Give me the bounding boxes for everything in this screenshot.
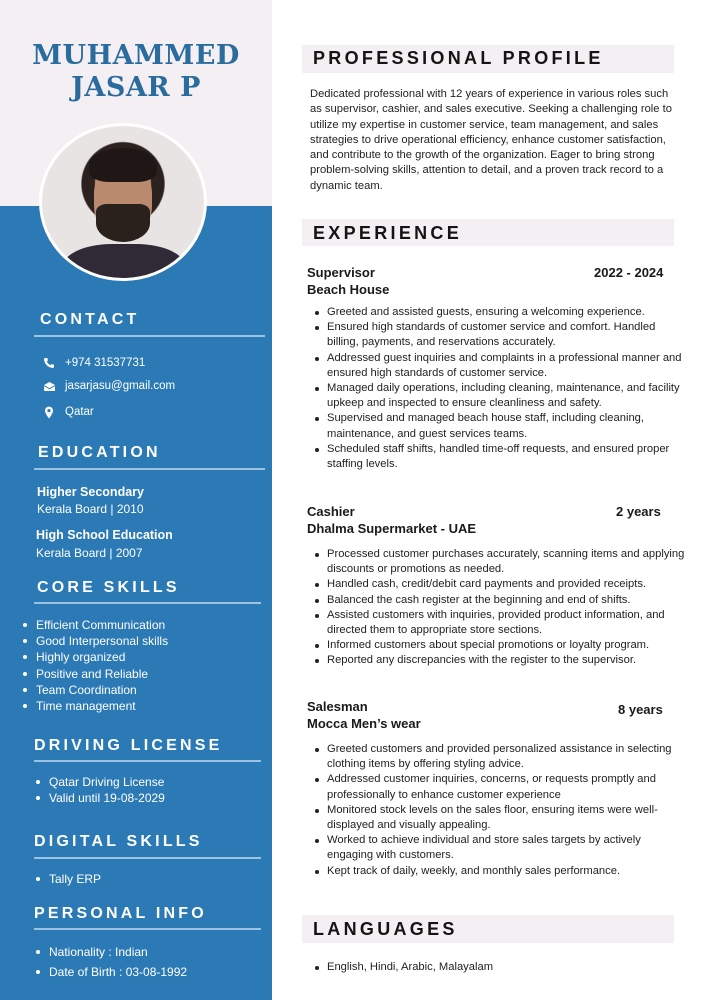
phone-icon	[40, 356, 58, 370]
list-item: Addressed guest inquiries and complaints in a professional manner and ensured high standards of customer service.	[313, 351, 685, 381]
contact-location	[40, 405, 94, 419]
list-item: Positive and Reliable	[22, 666, 168, 682]
email-icon	[40, 379, 58, 393]
list-item: Reported any discrepancies with the register to the supervisor.	[313, 653, 685, 668]
list-item: Worked to achieve individual and store sales targets by actively engaging with customers.	[313, 833, 685, 863]
list-item: Addressed customer inquiries, concerns, or requests promptly and professionally to enhance customer experience	[313, 772, 685, 802]
digital-list	[35, 871, 101, 887]
contact-heading: CONTACT	[40, 311, 140, 328]
list-item: Efficient Communication	[22, 617, 168, 633]
list-item: Handled cash, credit/debit card payments and provided receipts.	[313, 577, 685, 592]
job-period-3: 8 years	[618, 702, 663, 717]
list-item: Balanced the cash register at the beginning and end of shifts.	[313, 593, 685, 608]
skills-divider	[34, 602, 261, 604]
education-heading: EDUCATION	[38, 444, 161, 461]
list-item: Nationality : Indian	[35, 944, 187, 964]
list-item: Time management	[22, 698, 168, 714]
job-role-2: Cashier	[307, 504, 355, 519]
profile-summary: Dedicated professional with 12 years of experience in various roles such as supervisor, cashier, and sales executive. Seeking a challenging role to utilize my expertise in customer service, team management, and sales strategies to drive operational efficiency, enhance customer satisfaction, and contribute to the growth of the organization. Eager to bring strong problem-solving skills, attention to detail, and a proven track record to a dynamic team.	[310, 88, 672, 192]
list-item: Valid until 19-08-2029	[35, 790, 165, 806]
skills-list	[22, 617, 168, 714]
education-detail-1: Kerala Board | 2010	[37, 502, 144, 516]
list-item: Good Interpersonal skills	[22, 633, 168, 649]
list-item: Date of Birth : 03-08-1992	[35, 964, 187, 980]
list-item: Scheduled staff shifts, handled time-off requests, and ensured proper staffing levels.	[313, 442, 685, 472]
email-address: jasarjasu@gmail.com	[65, 380, 176, 392]
list-item: Assisted customers with inquiries, provided product information, and directed them to appropriate store sections.	[313, 608, 685, 638]
job-duties-3	[313, 742, 685, 879]
list-item: Team Coordination	[22, 682, 168, 698]
job-role-3: Salesman	[307, 699, 368, 714]
languages-heading: LANGUAGES	[313, 919, 458, 939]
digital-heading: DIGITAL SKILLS	[34, 833, 203, 850]
education-degree-1: Higher Secondary	[37, 485, 144, 499]
list-item: Qatar Driving License	[35, 774, 165, 790]
name-line-1: MUHAMMED	[32, 40, 240, 71]
license-heading: DRIVING LICENSE	[34, 737, 223, 754]
profile-heading: PROFESSIONAL PROFILE	[313, 48, 604, 68]
location-text: Qatar	[65, 406, 94, 418]
job-company-1: Beach House	[307, 282, 390, 297]
experience-heading: EXPERIENCE	[313, 223, 463, 243]
languages-list	[313, 960, 685, 975]
name-line-2: JASAR P	[71, 72, 201, 103]
list-item: Processed customer purchases accurately, scanning items and applying discounts or promotions as needed.	[313, 547, 685, 577]
digital-divider	[34, 857, 261, 859]
list-item: Ensured high standards of customer service and comfort. Handled billing, payments, and reservations accurately.	[313, 320, 685, 350]
list-item: English, Hindi, Arabic, Malayalam	[313, 960, 685, 975]
list-item: Managed daily operations, including cleaning, maintenance, and facility upkeep and inspected to ensure cleanliness and safety.	[313, 381, 685, 411]
job-company-3: Mocca Men’s wear	[307, 716, 421, 731]
list-item: Greeted and assisted guests, ensuring a welcoming experience.	[313, 305, 685, 320]
list-item: Supervised and managed beach house staff, including cleaning, maintenance, and guest services teams.	[313, 411, 685, 441]
list-item: Kept track of daily, weekly, and monthly sales performance.	[313, 864, 685, 879]
location-pin-icon	[40, 405, 58, 419]
list-item: Greeted customers and provided personalized assistance in selecting clothing items by offering styling advice.	[313, 742, 685, 772]
skills-heading: CORE SKILLS	[37, 579, 180, 596]
profile-photo	[39, 123, 207, 281]
personal-list	[35, 944, 187, 980]
contact-divider	[34, 335, 265, 337]
job-company-2: Dhalma Supermarket - UAE	[307, 521, 477, 536]
job-period-2: 2 years	[616, 504, 661, 519]
education-degree-2: High School Education	[36, 528, 173, 542]
personal-divider	[34, 928, 261, 930]
license-list	[35, 774, 165, 806]
list-item: Informed customers about special promotions or loyalty program.	[313, 638, 685, 653]
phone-number: +974 31537731	[65, 357, 146, 369]
list-item: Monitored stock levels on the sales floor, ensuring items were well-displayed and visually appealing.	[313, 803, 685, 833]
contact-phone[interactable]	[40, 356, 145, 370]
license-divider	[34, 760, 261, 762]
candidate-name	[0, 40, 272, 104]
job-period-1: 2022 - 2024	[594, 265, 664, 280]
contact-email[interactable]	[40, 379, 175, 393]
job-duties-1	[313, 305, 685, 472]
list-item: Highly organized	[22, 649, 168, 665]
education-detail-2: Kerala Board | 2007	[36, 546, 143, 560]
personal-heading: PERSONAL INFO	[34, 905, 207, 922]
education-divider	[34, 468, 265, 470]
list-item: Tally ERP	[35, 871, 101, 887]
job-role-1: Supervisor	[307, 265, 375, 280]
job-duties-2	[313, 547, 685, 669]
